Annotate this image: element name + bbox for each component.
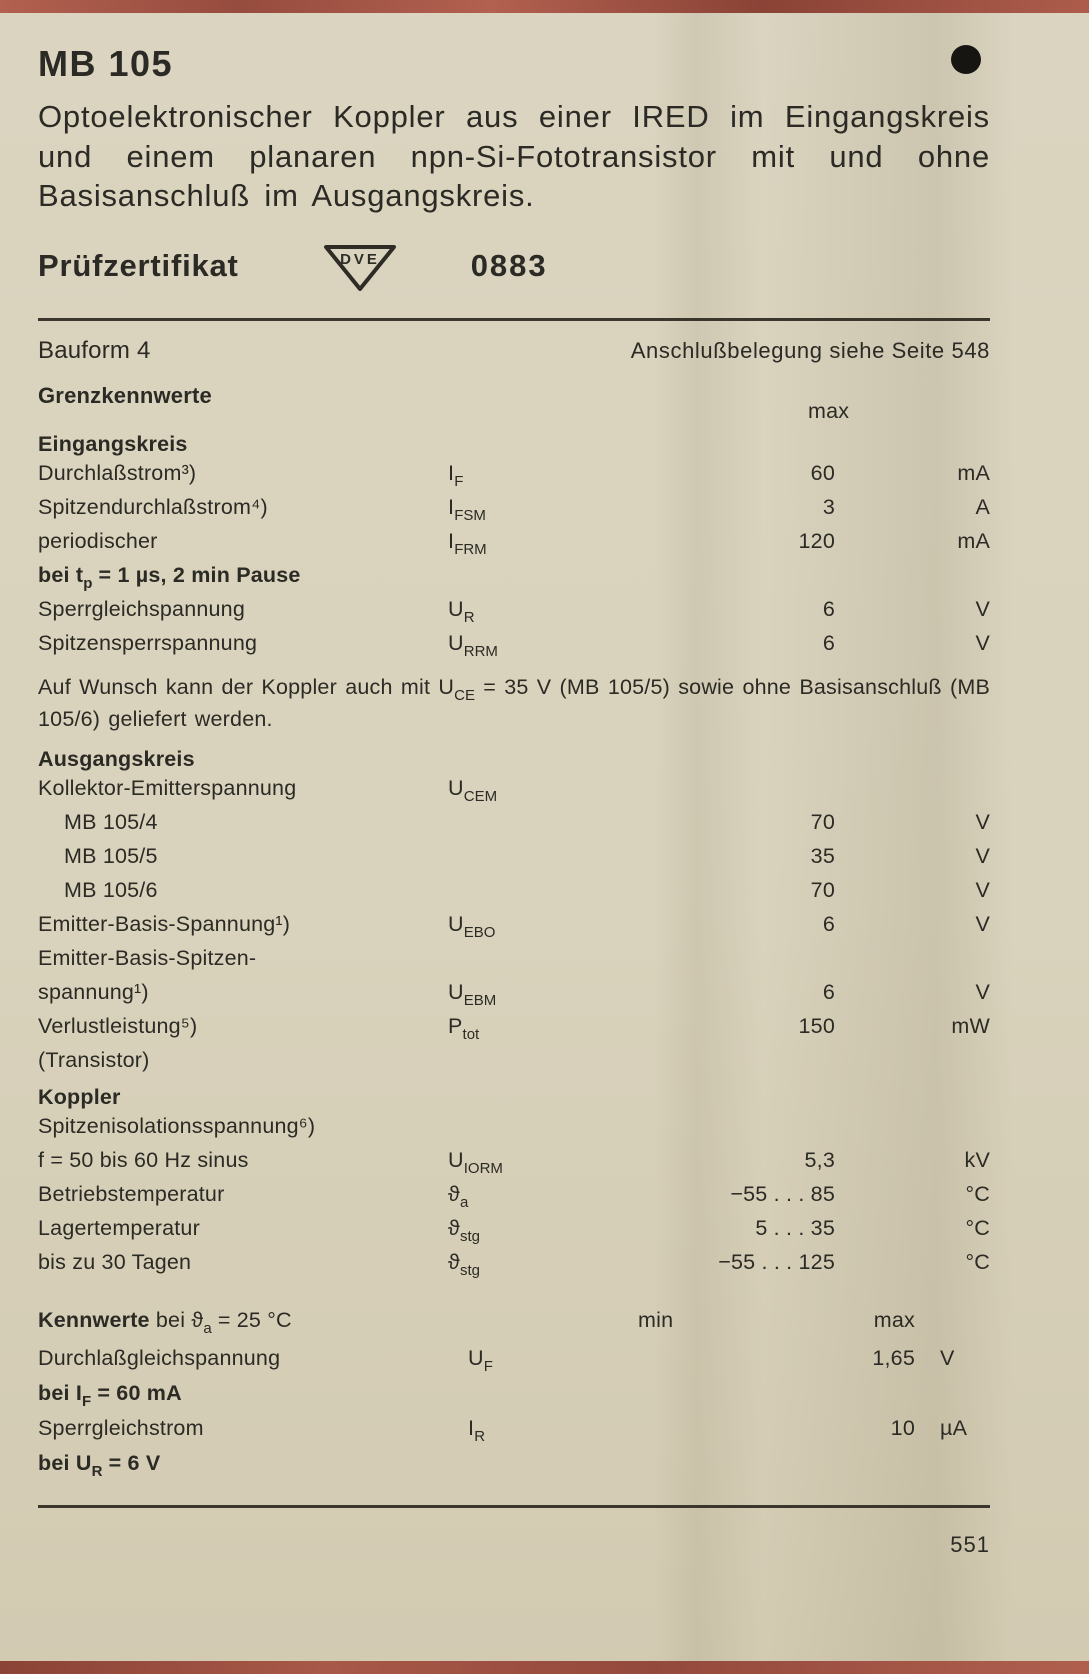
kennwerte-header [38,1308,990,1346]
row-label: bis zu 30 Tagen [38,1249,192,1274]
row-unit: °C [965,1181,990,1206]
row-symbol: U [448,1147,464,1172]
row-symbol-subscript: RRM [463,643,498,661]
row-label-cell [38,1416,468,1441]
row-label: bei U [38,1450,92,1475]
row-value: −55 . . . 125 [718,1249,835,1274]
row-symbol-cell [448,597,618,627]
kennwerte-title-mid: bei ϑ [149,1307,204,1332]
row-value: 5 . . . 35 [755,1215,835,1240]
row-symbol-cell [448,1013,618,1043]
row-label-cell [38,912,448,937]
row-label: Lagertemperatur [38,1215,200,1240]
row-symbol: U [448,597,464,622]
kennwerte-title-cell [38,1307,468,1337]
horizontal-rule-bottom [38,1505,990,1508]
row-label-rest: = 6 V [102,1450,161,1475]
row-symbol-cell [448,495,618,525]
row-value: 70 [810,877,835,902]
koppler-table [38,1114,990,1284]
row-label-cell [38,529,448,554]
row-symbol: I [448,461,455,486]
row-label: Spitzendurchlaßstrom⁴) [38,495,268,520]
kennwerte-row [38,1451,990,1486]
option-note [38,671,990,736]
row-label: f = 50 bis 60 Hz sinus [38,1147,249,1172]
row-label-rest: = 60 mA [91,1380,182,1405]
row-unit: V [975,979,990,1004]
scan-edge-bottom [0,1661,1089,1674]
table-row [38,1148,990,1182]
row-symbol: U [448,775,464,800]
row-label: (Transistor) [38,1047,150,1072]
section-title-koppler: Koppler [38,1084,121,1109]
row-label: MB 105/6 [64,877,158,902]
row-label-cell [38,461,448,486]
row-unit: kV [964,1147,990,1172]
subheader [38,337,990,365]
kennwerte-title: Kennwerte [38,1307,150,1332]
row-label-cell [38,631,448,656]
certificate-row [38,238,990,294]
row-label-cell [38,946,448,971]
row-symbol: U [448,911,464,936]
row-label-subscript: p [83,575,93,593]
row-unit: V [975,843,990,868]
table-row [38,980,990,1014]
table-row [38,563,990,597]
row-label: spannung¹) [38,979,149,1004]
horizontal-rule-top [38,318,990,321]
row-label-cell [38,1250,448,1275]
row-label-cell [38,1114,448,1139]
table-row [38,1114,990,1148]
row-unit: mW [951,1013,990,1038]
row-unit: mA [957,461,990,486]
part-description: Optoelektronischer Koppler aus einer IRED im Eingangskreis und einem planaren npn-Si-Fototransistor mit und ohne Basisanschluß im Ausgangskreis. [38,99,990,214]
row-label-cell [38,563,448,593]
row-label-subscript: F [82,1392,92,1410]
kennwerte-section [38,1308,990,1486]
row-value: 6 [822,597,835,622]
grenzkennwerte-header [38,383,990,429]
row-label-cell [38,597,448,622]
row-symbol-cell [448,775,618,805]
row-label-cell [38,810,448,835]
row-symbol-subscript: F [454,473,464,491]
row-symbol-subscript: tot [462,1025,480,1043]
certificate-number: 0883 [470,248,548,284]
row-symbol-subscript: a [459,1193,469,1211]
row-symbol: P [448,1013,463,1038]
row-label-cell [38,1014,448,1039]
table-row [38,810,990,844]
vde-logo-icon [319,234,401,299]
row-symbol: U [468,1345,484,1370]
section-title-ausgangskreis: Ausgangskreis [38,746,195,771]
row-label-cell [38,980,448,1005]
row-symbol-subscript: stg [459,1261,480,1279]
table-row [38,946,990,980]
row-label: Betriebstemperatur [38,1181,225,1206]
table-row [38,597,990,631]
table-row [38,1014,990,1048]
row-label: Emitter-Basis-Spannung¹) [38,911,291,936]
row-symbol: I [448,495,455,520]
row-label-cell [38,1182,448,1207]
table-row [38,631,990,665]
row-label-cell [38,878,448,903]
row-symbol-cell [448,979,618,1009]
kennwerte-row [38,1416,990,1451]
table-row [38,461,990,495]
row-symbol: I [448,529,455,554]
row-label: Spitzenisolationsspannung⁶) [38,1113,316,1138]
row-unit: V [975,911,990,936]
kennwerte-title-rest: = 25 °C [211,1307,292,1332]
datasheet-page [0,13,1089,1661]
pinout-reference: Anschlußbelegung siehe Seite 548 [630,338,990,364]
ausgangskreis-table [38,776,990,1082]
row-value: −55 . . . 85 [730,1181,835,1206]
page-number: 551 [950,1532,990,1557]
row-label: periodischer [38,529,158,554]
row-value: 70 [810,809,835,834]
row-symbol: U [448,979,464,1004]
row-unit: A [975,495,990,520]
row-symbol: I [468,1415,475,1440]
row-label: Sperrgleichstrom [38,1415,204,1440]
row-symbol-cell [448,529,618,559]
row-symbol-subscript: stg [459,1227,480,1245]
table-row [38,1250,990,1284]
max-column-label: max [873,1307,915,1332]
table-row [38,844,990,878]
row-symbol-subscript: EBM [463,991,497,1009]
section-title-eingangskreis: Eingangskreis [38,432,188,457]
row-label-cell [38,1148,448,1173]
row-max-value: 1,65 [872,1345,915,1370]
row-symbol-cell [448,461,618,491]
kennwerte-row [38,1381,990,1416]
row-unit: V [940,1345,955,1370]
row-value: 150 [798,1013,835,1038]
row-label-cell [38,495,448,520]
row-max-value: 10 [890,1415,915,1440]
row-unit: V [975,877,990,902]
min-column-label: min [638,1307,674,1332]
row-label-cell [38,776,448,801]
row-unit: V [975,631,990,656]
table-row [38,912,990,946]
row-symbol-subscript: FRM [454,541,487,559]
row-unit: V [975,809,990,834]
row-symbol-cell [468,1345,638,1375]
table-row [38,878,990,912]
row-symbol-cell [448,631,618,661]
row-label-cell [38,844,448,869]
scan-edge-top [0,0,1089,13]
row-symbol-cell [448,1147,618,1177]
row-symbol-subscript: R [474,1427,486,1445]
row-symbol: ϑ [448,1181,460,1206]
row-label: Durchlaßgleichspannung [38,1345,281,1370]
row-label-cell [38,1048,448,1073]
row-value: 60 [810,461,835,486]
note-text-rest: = 35 V (MB 105/5) sowie ohne Basisanschluß (MB 105/6) geliefert werden. [38,675,990,732]
row-label-cell [38,1216,448,1241]
row-label-subscript: R [91,1462,103,1480]
part-number: MB 105 [38,43,174,84]
row-unit: °C [965,1215,990,1240]
row-value: 120 [798,529,835,554]
row-label-cell [38,1346,468,1371]
row-label: Kollektor-Emitterspannung [38,775,297,800]
row-unit: V [975,597,990,622]
row-label-cell [38,1380,468,1410]
note-text: Auf Wunsch kann der Koppler auch mit U [38,675,455,700]
row-symbol-subscript: CEM [463,787,498,805]
row-value: 6 [822,911,835,936]
table-row [38,495,990,529]
page-footer [38,1505,990,1558]
bauform-label: Bauform 4 [38,337,151,365]
row-symbol-subscript: IORM [463,1159,503,1177]
table-row [38,529,990,563]
row-label-cell [38,1450,468,1480]
grenzkennwerte-title: Grenzkennwerte [38,383,212,409]
certificate-label: Prüfzertifikat [38,248,239,284]
row-unit: °C [965,1249,990,1274]
row-label-rest: = 1 µs, 2 min Pause [92,563,301,588]
row-value: 5,3 [804,1147,835,1172]
max-column-label: max [808,399,850,424]
row-label: Emitter-Basis-Spitzen- [38,945,257,970]
row-symbol-subscript: F [483,1357,493,1375]
row-value: 3 [822,495,835,520]
row-symbol-subscript: R [463,609,475,627]
vde-logo-letters: DVE [339,250,380,268]
row-label: MB 105/4 [64,809,158,834]
row-label: bei t [38,563,84,588]
row-value: 35 [810,843,835,868]
row-symbol-cell [468,1415,638,1445]
row-label: MB 105/5 [64,843,158,868]
row-symbol-cell [448,1215,618,1245]
table-row [38,1048,990,1082]
eingangskreis-table [38,461,990,665]
note-subscript: CE [454,687,475,705]
kennwerte-table [38,1346,990,1486]
row-label: bei I [38,1380,83,1405]
row-symbol-cell [448,1181,618,1211]
row-symbol-subscript: EBO [463,923,496,941]
row-label: Durchlaßstrom³) [38,461,197,486]
row-symbol-subscript: FSM [454,507,486,525]
row-value: 6 [822,979,835,1004]
row-symbol-cell [448,911,618,941]
row-unit: µA [940,1415,968,1440]
row-unit: mA [957,529,990,554]
table-row [38,1182,990,1216]
row-value: 6 [822,631,835,656]
kennwerte-row [38,1346,990,1381]
row-label: Verlustleistung⁵) [38,1013,198,1038]
kennwerte-title-subscript: a [203,1319,212,1337]
row-symbol: ϑ [448,1249,460,1274]
row-symbol-cell [448,1249,618,1279]
row-label: Spitzensperrspannung [38,631,258,656]
row-label: Sperrgleichspannung [38,597,246,622]
table-row [38,1216,990,1250]
row-symbol: U [448,631,464,656]
row-symbol: ϑ [448,1215,460,1240]
table-row [38,776,990,810]
